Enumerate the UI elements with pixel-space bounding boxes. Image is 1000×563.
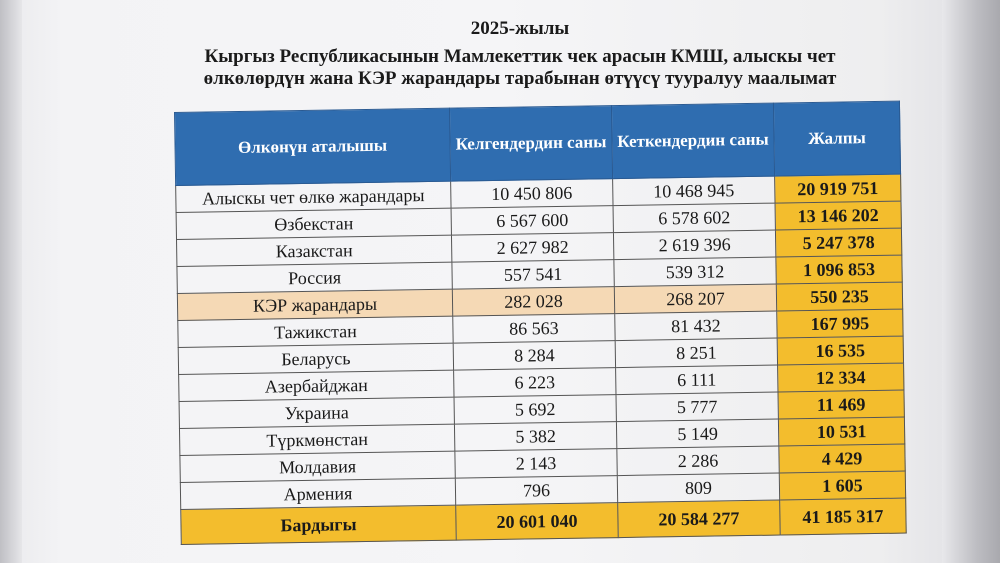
- cell-arrived: 5 692: [454, 395, 616, 425]
- border-crossing-table: [174, 101, 907, 545]
- cell-total: 11 469: [778, 390, 904, 419]
- cell-country: Алыскы чет өлкө жарандары: [176, 181, 451, 212]
- cell-total: 4 429: [779, 444, 905, 473]
- cell-departed: 268 207: [614, 284, 776, 314]
- cell-arrived: 86 563: [453, 314, 615, 344]
- cell-country: Тажикстан: [178, 316, 453, 347]
- cell-country: Азербайджан: [179, 370, 454, 401]
- cell-departed: 5 777: [616, 392, 778, 422]
- table-header-row: [175, 101, 901, 185]
- header-arrived: Келгендердин саны: [449, 106, 612, 182]
- cell-total: 13 146 202: [775, 201, 901, 230]
- cell-arrived: 282 028: [452, 287, 614, 317]
- summary-departed: 20 584 277: [618, 500, 781, 538]
- cell-total: 12 334: [778, 363, 904, 392]
- cell-arrived: 796: [455, 476, 617, 506]
- cell-total: 1 096 853: [776, 255, 902, 284]
- cell-arrived: 6 223: [454, 368, 616, 398]
- cell-country: Россия: [177, 262, 452, 293]
- cell-departed: 6 578 602: [613, 203, 775, 233]
- title-year: 2025-жылы: [470, 18, 570, 39]
- cell-country: Түркмөнстан: [179, 424, 454, 455]
- document-title-block: [150, 18, 890, 90]
- cell-departed: 81 432: [615, 311, 777, 341]
- cell-total: 550 235: [776, 282, 902, 311]
- header-departed: Кеткендердин саны: [611, 103, 774, 179]
- cell-arrived: 6 567 600: [451, 206, 613, 236]
- title-line-1: Кыргыз Республикасынын Мамлекеттик чек арасын КМШ, алыскы чет: [204, 46, 836, 67]
- cell-departed: 8 251: [615, 338, 777, 368]
- header-country: Өлкөнүн аталышы: [175, 108, 451, 185]
- cell-country: Молдавия: [180, 451, 455, 482]
- cell-country: Армения: [180, 478, 455, 509]
- cell-arrived: 2 143: [455, 449, 617, 479]
- title-line-2: өлкөлөрдүн жана КЭР жарандары тарабынан өтүүсү тууралуу маалымат: [203, 68, 837, 89]
- cell-country: Өзбекстан: [176, 208, 451, 239]
- summary-arrived: 20 601 040: [456, 503, 619, 541]
- cell-departed: 2 286: [617, 446, 779, 476]
- cell-country: Казакстан: [177, 235, 452, 266]
- cell-arrived: 557 541: [452, 260, 614, 290]
- cell-arrived: 2 627 982: [451, 233, 613, 263]
- summary-total: 41 185 317: [780, 498, 907, 535]
- cell-arrived: 5 382: [454, 422, 616, 452]
- cell-country: Украина: [179, 397, 454, 428]
- cell-departed: 539 312: [614, 257, 776, 287]
- cell-departed: 6 111: [616, 365, 778, 395]
- cell-total: 20 919 751: [775, 174, 901, 203]
- cell-total: 16 535: [777, 336, 903, 365]
- cell-country: Беларусь: [178, 343, 453, 374]
- summary-label: Бардыгы: [181, 505, 457, 544]
- paper-edge-left: [0, 0, 22, 563]
- header-total: Жалпы: [773, 101, 900, 176]
- cell-arrived: 8 284: [453, 341, 615, 371]
- cell-total: 167 995: [777, 309, 903, 338]
- paper-edge-right: [942, 0, 1000, 563]
- cell-total: 5 247 378: [775, 228, 901, 257]
- cell-arrived: 10 450 806: [451, 179, 613, 209]
- cell-country: КЭР жарандары: [177, 289, 452, 320]
- cell-departed: 809: [617, 473, 779, 503]
- cell-departed: 5 149: [616, 419, 778, 449]
- cell-departed: 2 619 396: [613, 230, 775, 260]
- cell-total: 10 531: [778, 417, 904, 446]
- cell-total: 1 605: [779, 471, 905, 500]
- cell-departed: 10 468 945: [613, 176, 775, 206]
